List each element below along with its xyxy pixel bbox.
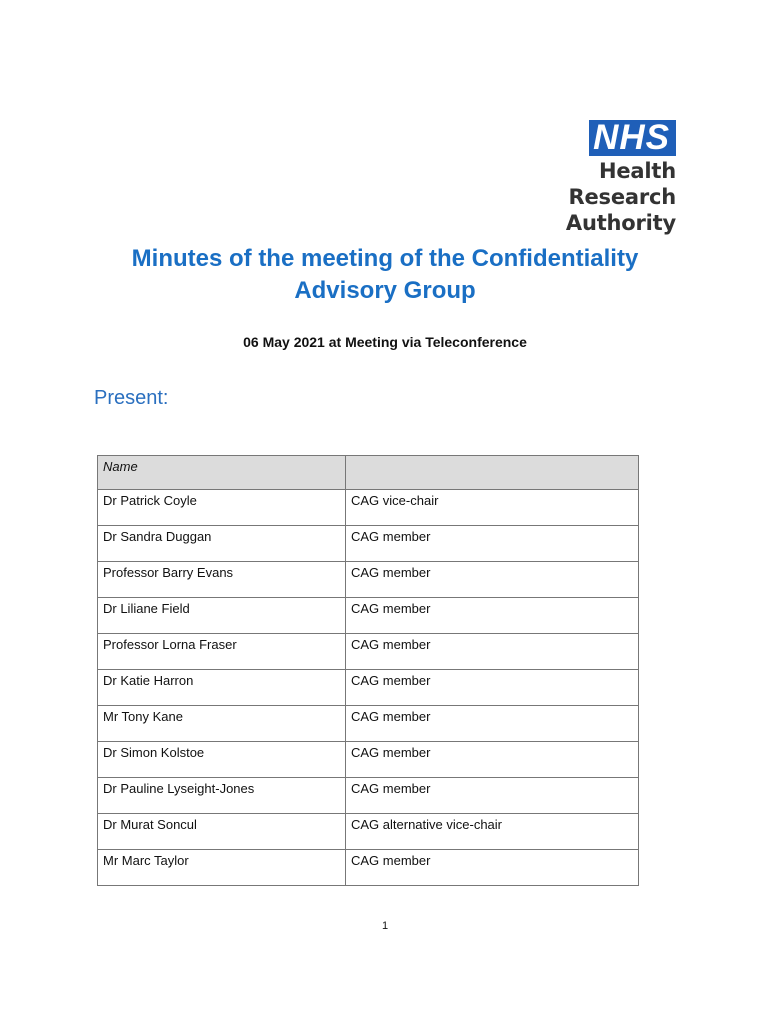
attendee-role: CAG alternative vice-chair [346,814,639,850]
attendee-role: CAG member [346,850,639,886]
table-row [98,670,639,706]
document-title-line1: Minutes of the meeting of the Confidentiality [131,245,639,272]
header-name: Name [98,456,346,490]
attendee-name: Dr Liliane Field [98,598,346,634]
attendee-name: Dr Sandra Duggan [98,526,346,562]
org-name-line2: Authority [565,211,676,235]
document-title [60,243,710,307]
nhs-logo-badge: NHS [589,120,676,156]
attendees-table [97,455,639,886]
table-row [98,634,639,670]
attendee-name: Mr Marc Taylor [98,850,346,886]
attendee-role: CAG member [346,670,639,706]
attendee-name: Dr Katie Harron [98,670,346,706]
table-row [98,562,639,598]
attendees-table-body [98,490,639,886]
attendee-role: CAG vice-chair [346,490,639,526]
table-row [98,598,639,634]
table-row [98,778,639,814]
attendee-name: Mr Tony Kane [98,706,346,742]
table-row [98,490,639,526]
table-header-row [98,456,639,490]
attendee-name: Professor Lorna Fraser [98,634,346,670]
present-heading: Present: [94,387,169,409]
table-row [98,526,639,562]
attendee-name: Dr Simon Kolstoe [98,742,346,778]
org-name-line1: Health Research [568,159,676,209]
table-row [98,742,639,778]
table-row [98,706,639,742]
attendee-role: CAG member [346,634,639,670]
attendee-name: Dr Patrick Coyle [98,490,346,526]
attendee-role: CAG member [346,562,639,598]
document-title-line2: Advisory Group [294,277,476,304]
attendee-role: CAG member [346,598,639,634]
attendee-name: Dr Pauline Lyseight-Jones [98,778,346,814]
attendee-role: CAG member [346,526,639,562]
meeting-date-subtitle: 06 May 2021 at Meeting via Teleconference [243,334,527,350]
nhs-hra-logo [486,120,676,236]
attendee-role: CAG member [346,778,639,814]
table-row [98,814,639,850]
attendee-name: Dr Murat Soncul [98,814,346,850]
header-role [346,456,639,490]
attendee-name: Professor Barry Evans [98,562,346,598]
attendee-role: CAG member [346,742,639,778]
table-row [98,850,639,886]
page-number: 1 [381,920,389,932]
attendee-role: CAG member [346,706,639,742]
